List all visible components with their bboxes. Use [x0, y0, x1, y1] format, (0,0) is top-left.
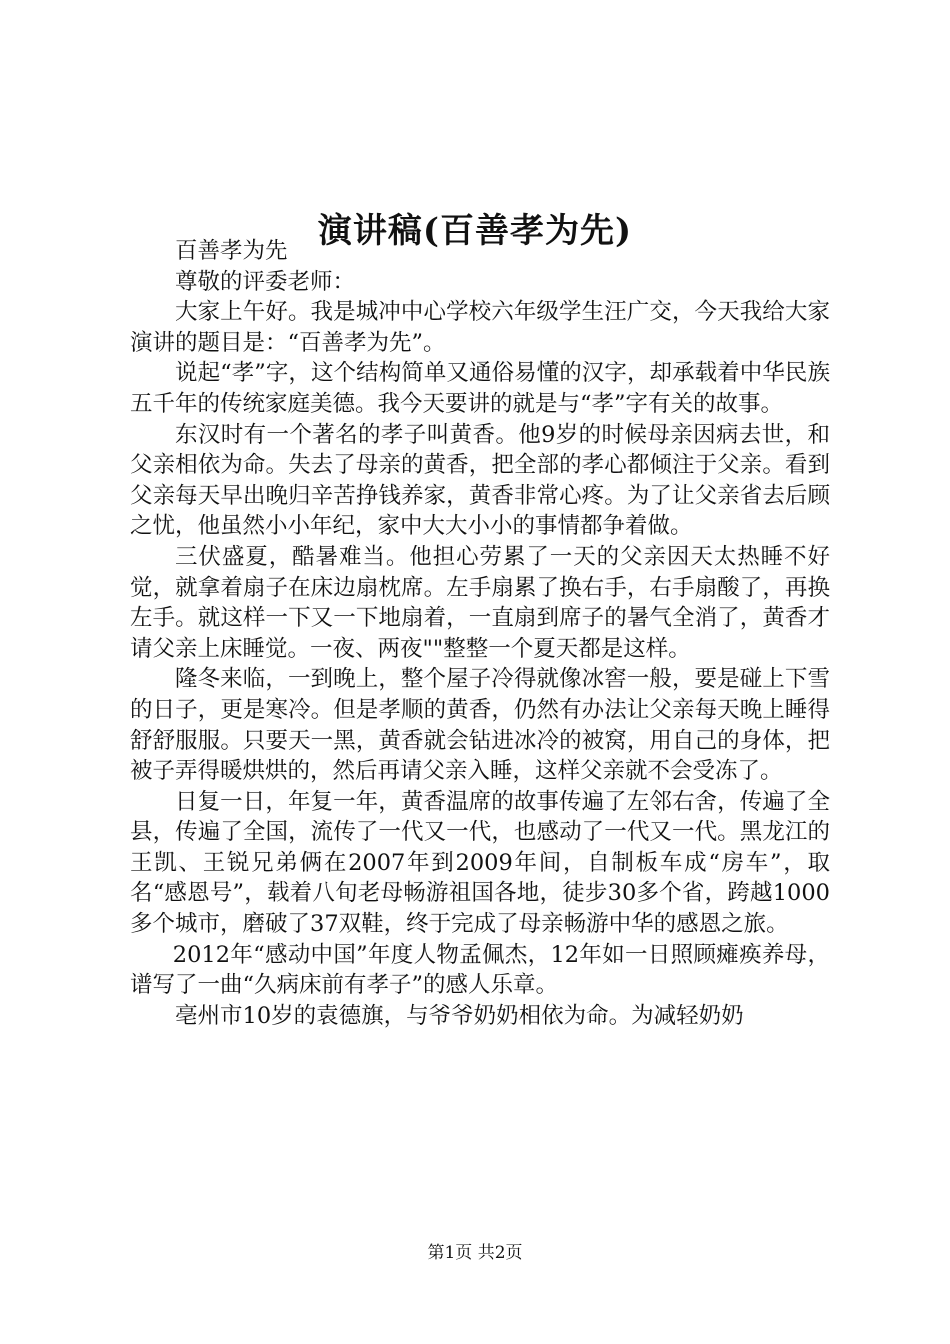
page-number: 第1页 共2页 — [427, 1243, 523, 1263]
paragraph: 2012年“感动中国”年度人物孟佩杰，12年如一日照顾瘫痪养母，谱写了一曲“久病床前有孝子”的感人乐章。 — [130, 941, 830, 999]
paragraph-salutation: 尊敬的评委老师： — [175, 268, 356, 295]
paragraph-heading: 百善孝为先 — [175, 238, 288, 264]
paragraph: 隆冬来临，一到晚上，整个屋子冷得就像冰窖一般，要是碰上下雪的日子，更是寒冷。但是孝顺的黄香，仍然有办法让父亲每天晚上睡得舒舒服服。只要天一黑，黄香就会钻进冰冷的被窝，用自己的身体，把被子弄得暖烘烘的，然后再请父亲入睡，这样父亲就不会受冻了。 — [130, 666, 830, 785]
paragraph: 大家上午好。我是城冲中心学校六年级学生汪广交，今天我给大家演讲的题目是：“百善孝为先”。 — [130, 299, 830, 356]
paragraph: 东汉时有一个著名的孝子叫黄香。他9岁的时候母亲因病去世，和父亲相依为命。失去了母亲的黄香，把全部的孝心都倾注于父亲。看到父亲每天早出晚归辛苦挣钱养家，黄香非常心疼。为了让父亲省去后顾之忧，他虽然小小年纪，家中大大小小的事情都争着做。 — [130, 421, 830, 540]
paragraph: 日复一日，年复一年，黄香温席的故事传遍了左邻右舍，传遍了全县，传遍了全国，流传了一代又一代，也感动了一代又一代。黑龙江的王凯、王锐兄弟俩在2007年到2009年间，自制板车成“房车”，取名“感恩号”，载着八旬老母畅游祖国各地，徒步30多个省，跨越1000多个城市，磨破了37双鞋，终于完成了母亲畅游中华的感恩之旅。 — [130, 788, 830, 938]
paragraph: 亳州市10岁的袁德旗，与爷爷奶奶相依为命。为减轻奶奶 — [175, 1002, 744, 1029]
document-body — [130, 236, 830, 1031]
paragraph: 说起“孝”字，这个结构简单又通俗易懂的汉字，却承载着中华民族五千年的传统家庭美德。我今天要讲的就是与“孝”字有关的故事。 — [130, 360, 830, 417]
document-title: 演讲稿(百善孝为先) — [317, 210, 633, 251]
paragraph: 三伏盛夏，酷暑难当。他担心劳累了一天的父亲因天太热睡不好觉，就拿着扇子在床边扇枕席。左手扇累了换右手，右手扇酸了，再换左手。就这样一下又一下地扇着，一直扇到席子的暑气全消了，黄香才请父亲上床睡觉。一夜、两夜""整整一个夏天都是这样。 — [130, 543, 830, 662]
